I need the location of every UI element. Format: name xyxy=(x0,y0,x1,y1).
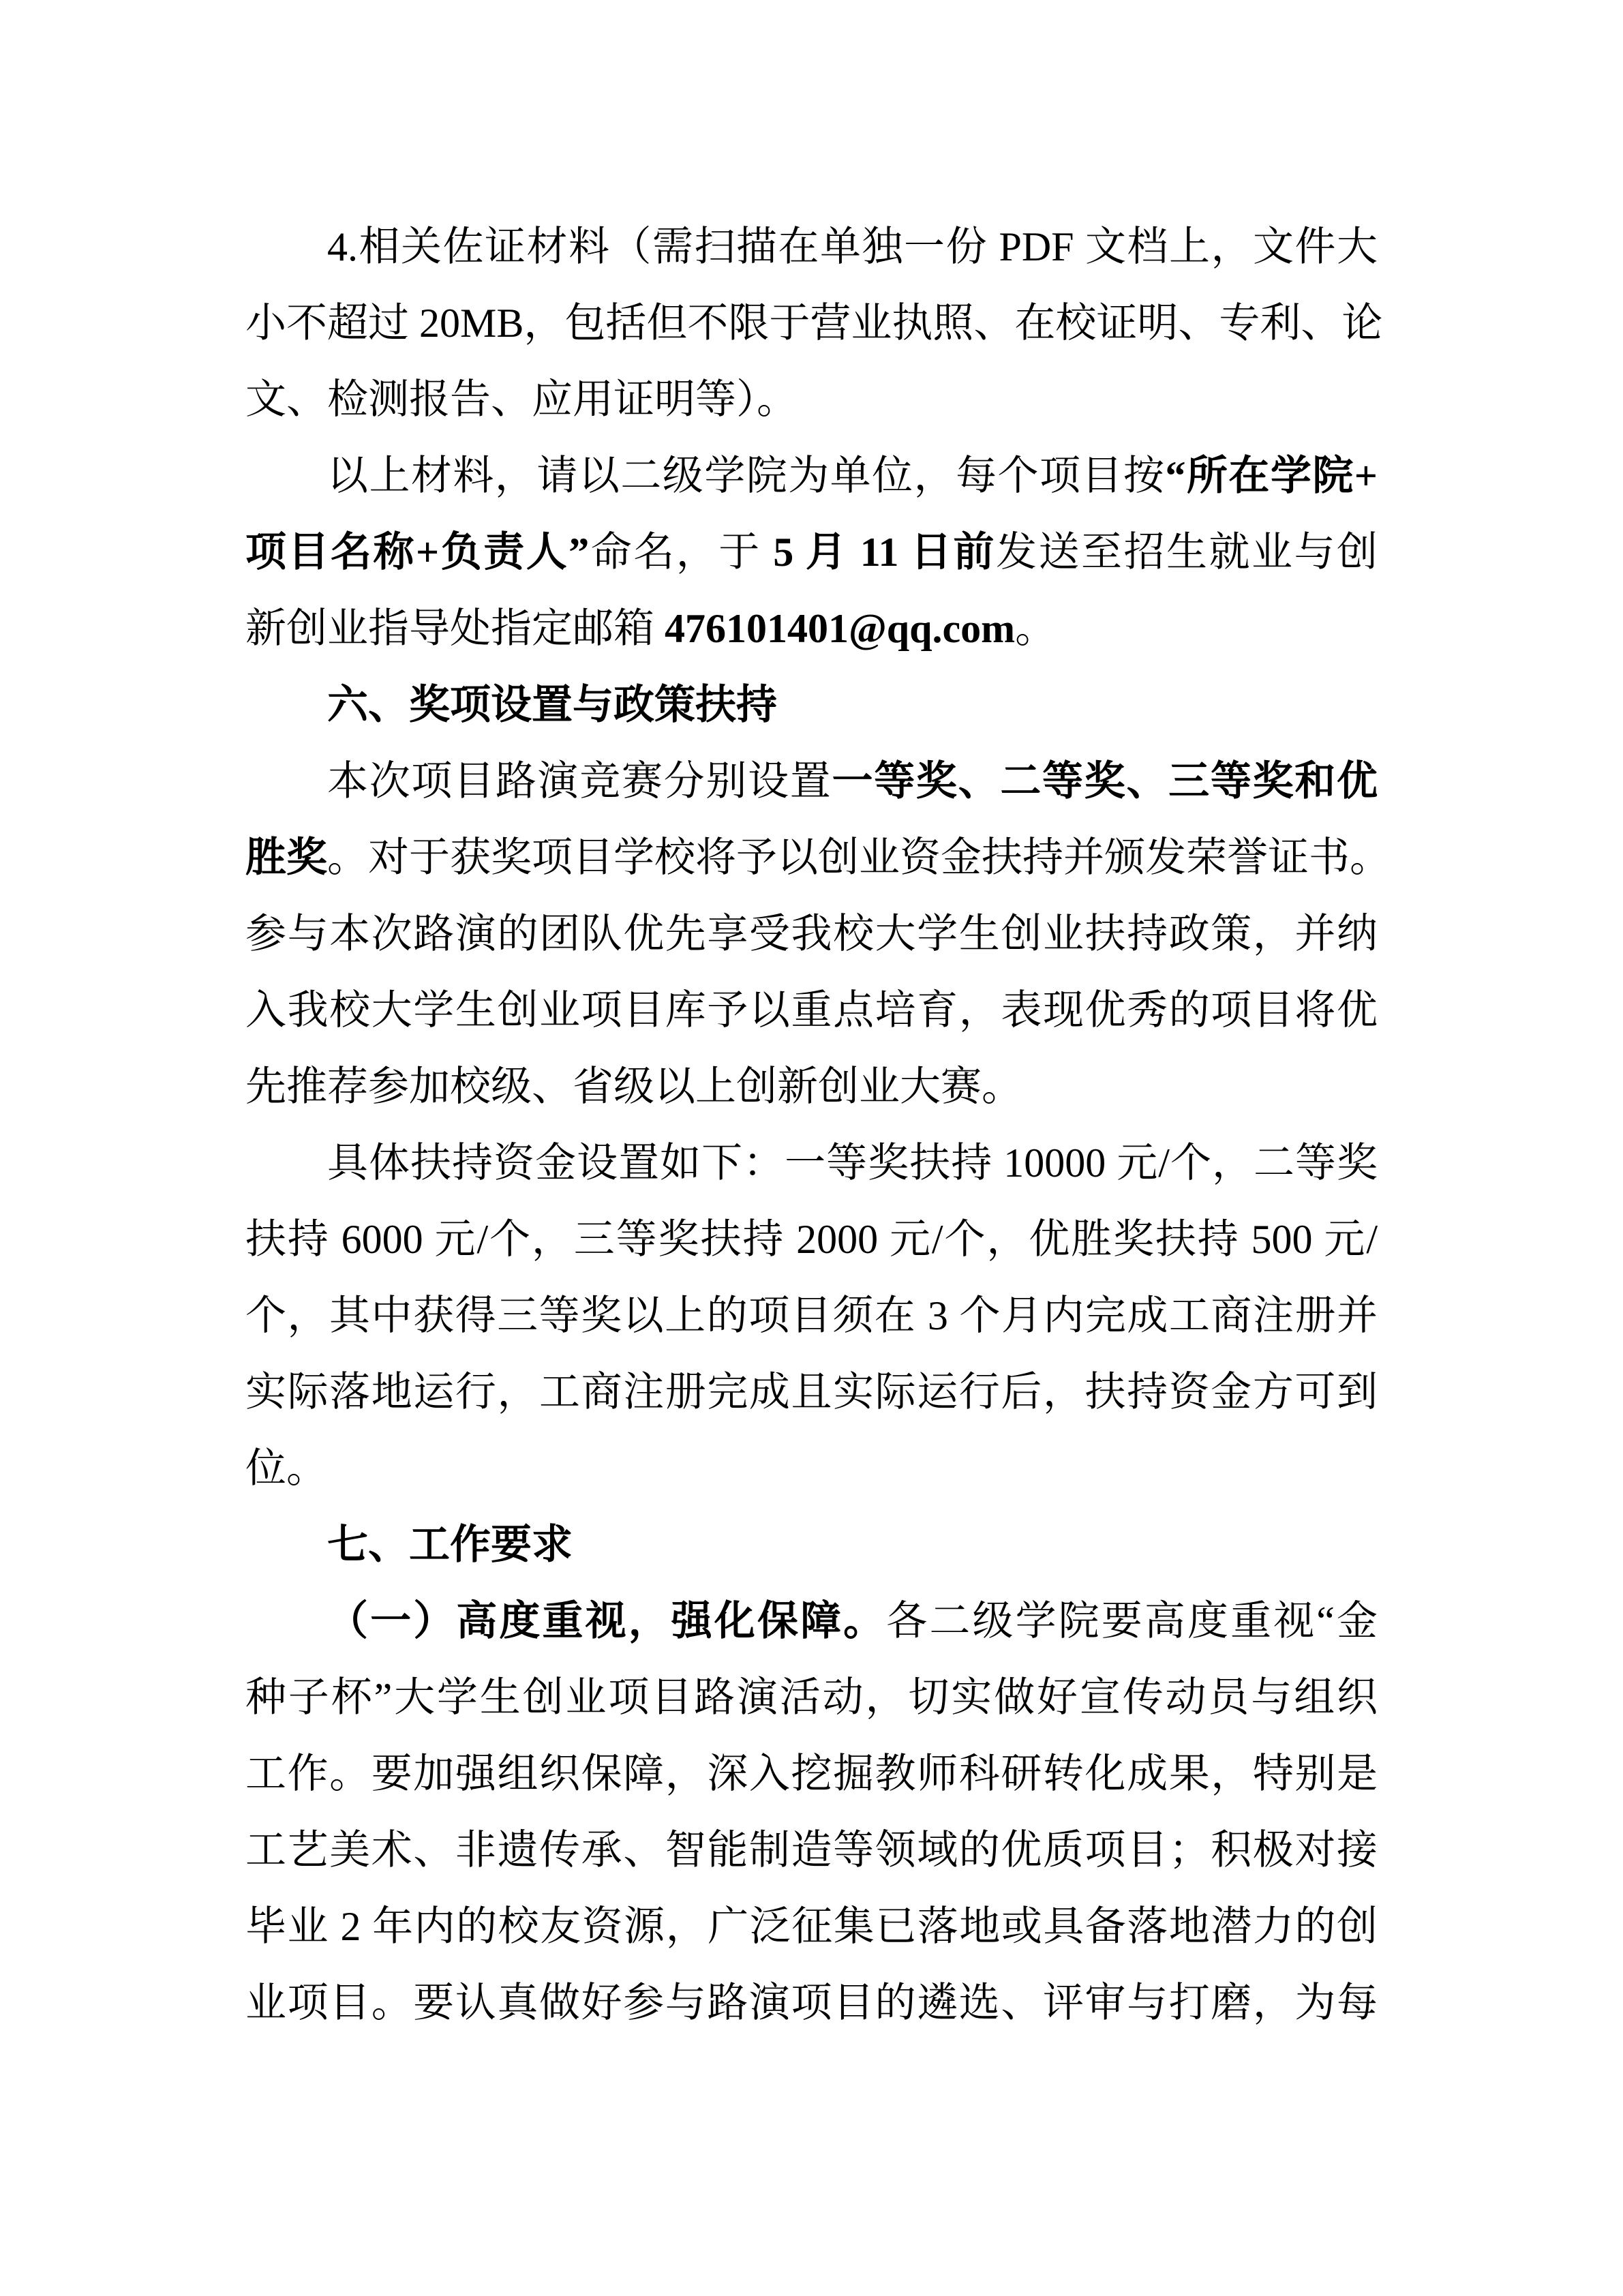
text-line xyxy=(245,1965,1378,2041)
section-heading xyxy=(245,667,1378,743)
text-run: 各二级学院要高度重视“金 xyxy=(886,1599,1378,1644)
text-line xyxy=(245,209,1378,285)
text-run: 命名，于 xyxy=(589,530,774,575)
text-run: 新创业指导处指定邮箱 xyxy=(245,606,665,651)
text-line xyxy=(245,285,1383,361)
text-run: 具体扶持资金设置如下：一等奖扶持 10000 元/个，二等奖 xyxy=(327,1141,1378,1185)
text-run: 以上材料，请以二级学院为单位，每个项目按 xyxy=(327,453,1166,498)
text-run: 实际落地运行，工商注册完成且实际运行后，扶持资金方可到 xyxy=(245,1370,1378,1415)
text-line xyxy=(245,1888,1378,1965)
text-line xyxy=(245,819,1391,896)
text-run: 本次项目路演竞赛分别设置 xyxy=(327,759,832,804)
bold-text-run: 476101401@qq.com xyxy=(665,606,1016,651)
text-run: 业项目。要认真做好参与路演项目的遴选、评审与打磨，为每 xyxy=(245,1980,1378,2025)
text-line xyxy=(245,1812,1378,1888)
text-run: 种子杯”大学生创业项目路演活动，切实做好宣传动员与组织 xyxy=(245,1675,1378,1720)
text-line xyxy=(245,1354,1378,1430)
text-run: 入我校大学生创业项目库予以重点培育，表现优秀的项目将优 xyxy=(245,988,1378,1033)
text-line xyxy=(245,1278,1378,1354)
text-line xyxy=(245,743,1378,819)
section-heading xyxy=(245,1507,1378,1583)
text-run: 4.相关佐证材料（需扫描在单独一份 PDF 文档上，文件大 xyxy=(327,224,1378,269)
text-run: 位。 xyxy=(245,1446,327,1491)
text-run: 先推荐参加校级、省级以上创新创业大赛。 xyxy=(245,1064,1022,1109)
text-run: 毕业 2 年内的校友资源，广泛征集已落地或具备落地潜力的创 xyxy=(245,1904,1378,1949)
text-line xyxy=(245,1659,1378,1736)
bold-text-run: （一）高度重视，强化保障。 xyxy=(327,1599,887,1644)
text-line xyxy=(245,590,1378,667)
text-run: 个，其中获得三等奖以上的项目须在 3 个月内完成工商注册并 xyxy=(245,1293,1378,1338)
text-line xyxy=(245,1430,1378,1507)
bold-text-run: 胜奖 xyxy=(245,835,327,880)
text-line xyxy=(245,514,1378,590)
text-line xyxy=(245,1201,1378,1278)
document-body xyxy=(245,209,1391,2041)
text-run: 。 xyxy=(1015,606,1057,651)
text-line xyxy=(245,1583,1378,1659)
text-line xyxy=(245,1048,1378,1125)
bold-text-run: 七、工作要求 xyxy=(327,1522,573,1567)
text-run: 工艺美术、非遗传承、智能制造等领域的优质项目；积极对接 xyxy=(245,1828,1378,1873)
text-line xyxy=(245,438,1378,514)
text-line xyxy=(245,1125,1378,1201)
text-line xyxy=(245,972,1378,1048)
bold-text-run: “所在学院+ xyxy=(1165,453,1378,498)
bold-text-run: 一等奖、二等奖、三等奖和优 xyxy=(832,759,1378,804)
text-line xyxy=(245,896,1378,972)
bold-text-run: 项目名称+负责人” xyxy=(245,530,590,575)
bold-text-run: 5 月 11 日前 xyxy=(773,530,996,575)
text-run: 参与本次路演的团队优先享受我校大学生创业扶持政策，并纳 xyxy=(245,911,1378,956)
text-run: 文、检测报告、应用证明等）。 xyxy=(245,377,798,422)
bold-text-run: 六、奖项设置与政策扶持 xyxy=(327,682,777,727)
text-line xyxy=(245,1736,1378,1812)
text-line xyxy=(245,361,1378,438)
text-run: 。对于获奖项目学校将予以创业资金扶持并颁发荣誉证书。 xyxy=(327,835,1391,880)
text-run: 扶持 6000 元/个，三等奖扶持 2000 元/个，优胜奖扶持 500 元/ xyxy=(245,1217,1378,1262)
text-run: 工作。要加强组织保障，深入挖掘教师科研转化成果，特别是 xyxy=(245,1751,1378,1796)
text-run: 发送至招生就业与创 xyxy=(995,530,1378,575)
text-run: 小不超过 20MB，包括但不限于营业执照、在校证明、专利、论 xyxy=(245,301,1383,346)
